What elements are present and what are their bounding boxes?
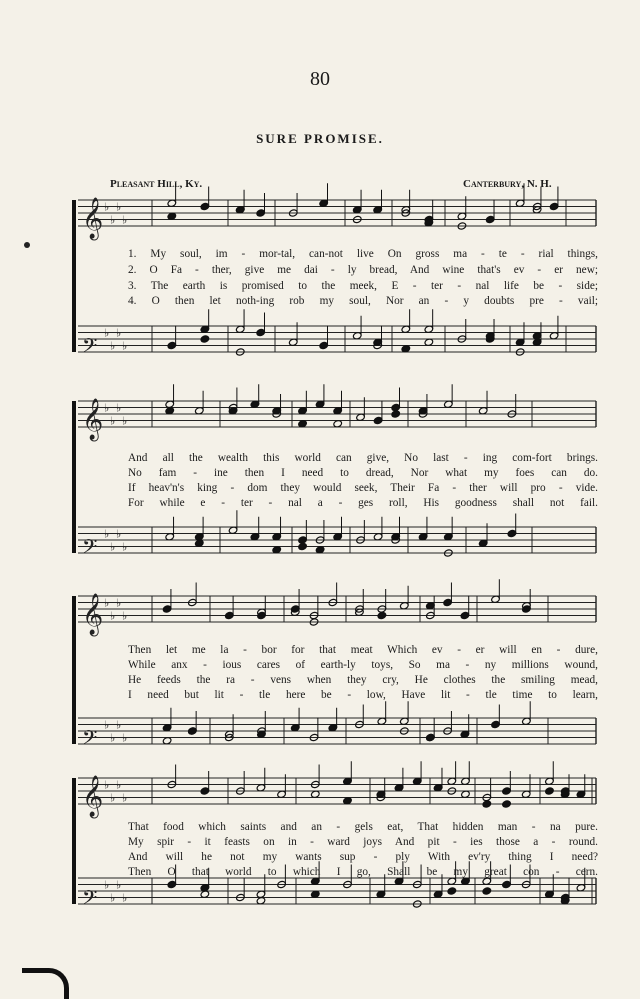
flat-sign: ♭ bbox=[104, 778, 110, 792]
note-head bbox=[447, 887, 457, 895]
treble-clef: 𝄞 bbox=[82, 776, 104, 817]
flat-sign: ♭ bbox=[116, 718, 122, 732]
hymn-title: SURE PROMISE. bbox=[256, 131, 384, 146]
flat-sign: ♭ bbox=[122, 213, 128, 227]
flat-sign: ♭ bbox=[116, 527, 122, 541]
flat-sign: ♭ bbox=[110, 414, 116, 428]
flat-sign: ♭ bbox=[122, 891, 128, 905]
tune-origin: Pleasant Hill, Ky. bbox=[110, 178, 203, 190]
flat-sign: ♭ bbox=[116, 200, 122, 214]
flat-sign: ♭ bbox=[104, 878, 110, 892]
flat-sign: ♭ bbox=[122, 791, 128, 805]
flat-sign: ♭ bbox=[122, 414, 128, 428]
ink-stroke-mark bbox=[22, 968, 69, 999]
flat-sign: ♭ bbox=[110, 339, 116, 353]
lyric-line: For while e - ter - nal a - ges roll, His goodness shall not fail. bbox=[128, 497, 598, 509]
flat-sign: ♭ bbox=[116, 326, 122, 340]
lyric-line: No fam - ine then I need to dread, Nor what my foes can do. bbox=[128, 467, 598, 479]
note-head bbox=[545, 787, 555, 795]
flat-sign: ♭ bbox=[104, 401, 110, 415]
note-head bbox=[298, 542, 308, 550]
flat-sign: ♭ bbox=[122, 339, 128, 353]
lyric-line: And will he not my wants sup - ply With ev'ry thing I need? bbox=[128, 851, 598, 863]
bass-clef: 𝄢 bbox=[82, 334, 98, 362]
note-head bbox=[502, 800, 512, 808]
flat-sign: ♭ bbox=[110, 540, 116, 554]
flat-sign: ♭ bbox=[122, 609, 128, 623]
note-head bbox=[200, 335, 210, 343]
treble-clef: 𝄞 bbox=[82, 594, 104, 635]
bass-clef: 𝄢 bbox=[82, 535, 98, 563]
lyric-origin: Canterbury, N. H. bbox=[463, 178, 552, 190]
flat-sign: ♭ bbox=[104, 718, 110, 732]
flat-sign: ♭ bbox=[116, 401, 122, 415]
flat-sign: ♭ bbox=[104, 326, 110, 340]
bass-clef: 𝄢 bbox=[82, 886, 98, 914]
lyric-line: Then O that world to which I go, Shall be my great con - cern. bbox=[128, 866, 598, 878]
bass-clef: 𝄢 bbox=[82, 726, 98, 754]
lyric-line: If heav'n's king - dom they would seek, Their Fa - ther will pro - vide. bbox=[128, 482, 598, 494]
flat-sign: ♭ bbox=[104, 527, 110, 541]
flat-sign: ♭ bbox=[116, 878, 122, 892]
note-head bbox=[482, 887, 492, 895]
lyric-line: That food which saints and an - gels eat, That hidden man - na pure. bbox=[128, 821, 598, 833]
lyric-line: I need but lit - tle here be - low, Have lit - tle time to learn, bbox=[128, 689, 598, 701]
treble-clef: 𝄞 bbox=[82, 399, 104, 440]
note-head bbox=[426, 733, 436, 741]
lyric-line: Then let me la - bor for that meat Which ev - er will en - dure, bbox=[128, 644, 598, 656]
flat-sign: ♭ bbox=[110, 213, 116, 227]
flat-sign: ♭ bbox=[122, 540, 128, 554]
note-head bbox=[391, 410, 401, 418]
treble-clef: 𝄞 bbox=[82, 198, 104, 239]
lyric-line: While anx - ious cares of earth-ly toys, So ma - ny millions wound, bbox=[128, 659, 598, 671]
lyric-line: He feeds the ra - vens when they cry, He clothes the smiling mead, bbox=[128, 674, 598, 686]
flat-sign: ♭ bbox=[122, 731, 128, 745]
flat-sign: ♭ bbox=[104, 200, 110, 214]
lyric-line: And all the wealth this world can give, No last - ing com-fort brings. bbox=[128, 452, 598, 464]
flat-sign: ♭ bbox=[116, 596, 122, 610]
lyric-line: 3. The earth is promised to the meek, E - ter - nal life be - side; bbox=[128, 280, 598, 292]
lyric-line: My spir - it feasts on in - ward joys And pit - ies those a - round. bbox=[128, 836, 598, 848]
page-number: 80 bbox=[310, 68, 330, 90]
lyric-line: 2. O Fa - ther, give me dai - ly bread, And wine that's ev - er new; bbox=[128, 264, 598, 276]
note-head bbox=[377, 611, 387, 619]
lyric-line: 4. O then let noth-ing rob my soul, Nor an - y doubts pre - vail; bbox=[128, 295, 598, 307]
flat-sign: ♭ bbox=[110, 609, 116, 623]
flat-sign: ♭ bbox=[104, 596, 110, 610]
flat-sign: ♭ bbox=[110, 791, 116, 805]
flat-sign: ♭ bbox=[110, 731, 116, 745]
flat-sign: ♭ bbox=[116, 778, 122, 792]
flat-sign: ♭ bbox=[110, 891, 116, 905]
lyric-line: 1. My soul, im - mor-tal, can-not live On gross ma - te - rial things, bbox=[128, 248, 598, 260]
note-head bbox=[482, 800, 492, 808]
